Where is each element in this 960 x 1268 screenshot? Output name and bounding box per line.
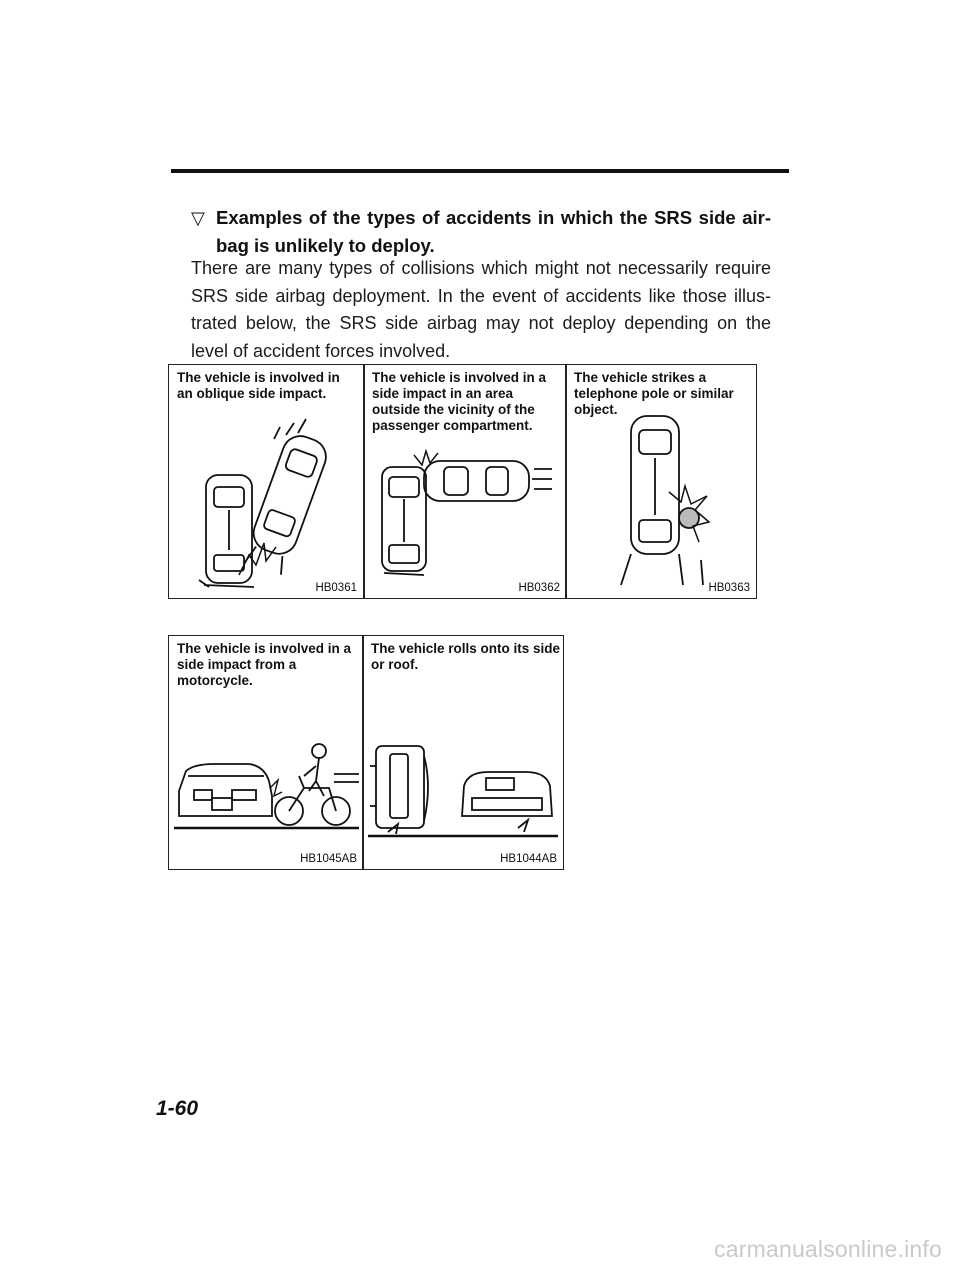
section-heading-text: Examples of the types of accidents in which the SRS side air-bag is unlikely to deploy. xyxy=(216,207,771,256)
figure-motorcycle-impact xyxy=(169,636,363,869)
figure-panel-bottom xyxy=(168,635,564,870)
figure-caption: The vehicle is involved in an oblique side impact. xyxy=(177,370,340,401)
figure-oblique-impact xyxy=(169,365,363,598)
figure-caption: The vehicle strikes a telephone pole or similar object. xyxy=(574,370,734,417)
triangle-bullet-icon: ▽ xyxy=(191,208,205,228)
figure-rollover xyxy=(363,636,563,869)
page-number: 1-60 xyxy=(156,1097,199,1120)
figure-code: HB0361 xyxy=(315,582,357,594)
figure-caption: The vehicle is involved in a side impact in an area outside the vicinity of the passenger compartment. xyxy=(372,370,547,433)
figure-code: HB0363 xyxy=(708,582,750,594)
section-body: There are many types of collisions which might not necessarily require SRS side airbag deployment. In the event of accidents like those illus-trated below, the SRS side airbag may not deploy depending on the level of accident forces involved. xyxy=(191,258,771,361)
rear-side-impact-illustration xyxy=(374,447,554,577)
figure-code: HB1044AB xyxy=(500,853,557,865)
figure-rear-side-impact xyxy=(364,365,566,598)
watermark: carmanualsonline.info xyxy=(714,1236,942,1262)
figure-code: HB1045AB xyxy=(300,853,357,865)
rollover-illustration xyxy=(368,736,558,841)
figure-caption: The vehicle rolls onto its side or roof. xyxy=(371,641,561,672)
top-rule xyxy=(171,169,789,173)
figure-code: HB0362 xyxy=(518,582,560,594)
figure-pole-impact xyxy=(566,365,756,598)
section-heading xyxy=(191,204,771,260)
figure-panel-top xyxy=(168,364,757,599)
pole-impact-illustration xyxy=(611,410,731,595)
motorcycle-impact-illustration xyxy=(174,736,359,836)
oblique-impact-illustration xyxy=(194,415,344,590)
figure-caption: The vehicle is involved in a side impact from a motorcycle. xyxy=(177,641,352,688)
